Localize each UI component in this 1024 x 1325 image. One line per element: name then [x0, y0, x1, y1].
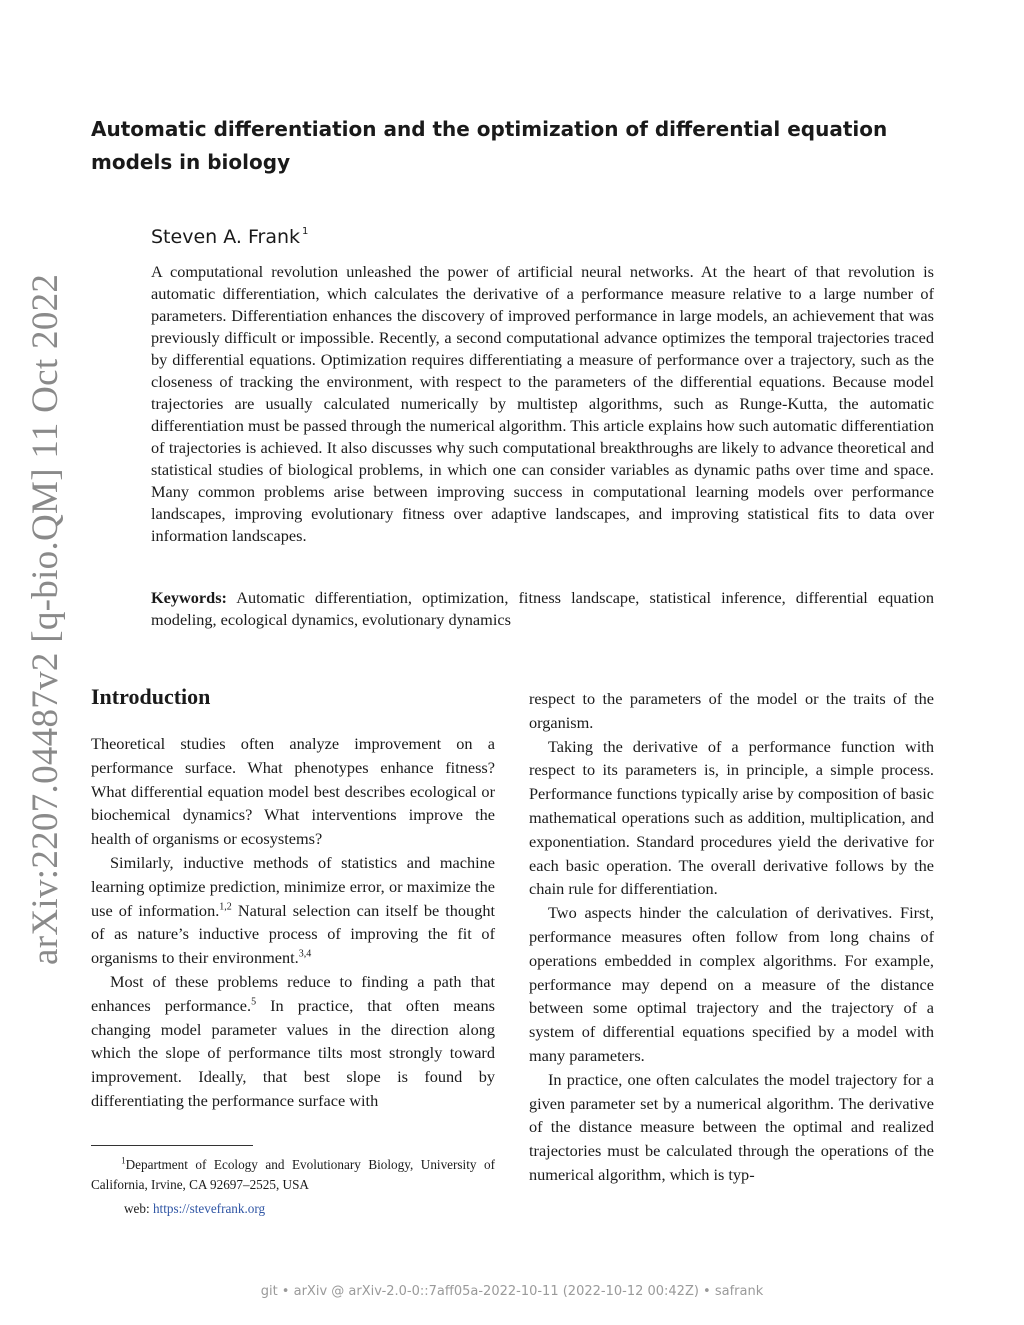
footnote-web — [124, 1199, 265, 1219]
paragraph-text: Similarly, inductive methods of statistics and machine learning optimize prediction, minimize error, or maximize the use of information. — [91, 852, 495, 920]
paragraph: Two aspects hinder the calculation of derivatives. First, performance measures often follow from long chains of operations embedded in complex algorithms. For example, performance may depend on a measure of the distance between some optimal trajectory and the trajectory of a system of differential equations specified by a model with many parameters. — [529, 903, 934, 1065]
keywords-label: Keywords: — [151, 588, 227, 607]
web-label: web: — [124, 1201, 150, 1216]
website-link[interactable]: https://stevefrank.org — [152, 1201, 266, 1216]
author-line — [151, 218, 308, 251]
paragraph-text: In practice, that often means changing model parameter values in the direction along which the slope of performance tilts most strongly toward improvement. Ideally, that best slope is found by differentiating the performance surface with — [91, 995, 495, 1110]
footnote-affiliation — [91, 1155, 495, 1195]
citation-ref: 5 — [251, 996, 257, 1008]
citation-ref: 3,4 — [298, 948, 312, 960]
author-affiliation-mark: 1 — [302, 226, 309, 237]
footnote-text: Department of Ecology and Evolutionary Biology, University of California, Irvine, CA 92697–2525, USA — [91, 1157, 495, 1192]
paragraph-text: Natural selection can itself be thought of as nature’s inductive process of improving the fit of organisms to their environment. — [91, 900, 496, 968]
keywords-list: Automatic differentiation, optimization, fitness landscape, statistical inference, differential equation modeling, ecological dynamics, evolutionary dynamics — [151, 588, 935, 629]
author-name: Steven A. Frank — [151, 226, 301, 248]
keywords — [151, 587, 934, 631]
paragraph: In practice, one often calculates the model trajectory for a given parameter set by a numerical algorithm. The derivative of the distance measure between the optimal and realized trajectories must be calculated through the operations of the numerical algorithm, which is typ- — [529, 1069, 934, 1184]
arxiv-identifier-stamp: arXiv:2207.04487v2 [q-bio.QM] 11 Oct 2022 — [25, 273, 66, 965]
paragraph-text: Most of these problems reduce to finding a path that enhances performance. — [91, 971, 495, 1015]
paragraph: Theoretical studies often analyze improvement on a performance surface. What phenotypes enhance fitness? What differential equation model best describes ecological or biochemical dynamics? What interventions improve the health of organisms or ecosystems? — [91, 734, 495, 849]
citation-ref: 1,2 — [219, 901, 232, 913]
footnote-mark: 1 — [121, 1155, 126, 1166]
paper-title: Automatic differentiation and the optimization of differential equation models in biology — [91, 117, 888, 174]
build-info-footer: git • arXiv @ arXiv-2.0-0::7aff05a-2022-10-11 (2022-10-12 00:42Z) • safrank — [260, 1284, 764, 1299]
paragraph: respect to the parameters of the model or the traits of the organism. — [529, 689, 934, 732]
left-column — [91, 732, 495, 1113]
right-column — [529, 687, 934, 1187]
section-heading-introduction: Introduction — [91, 684, 211, 709]
footnote-rule — [91, 1145, 253, 1146]
abstract: A computational revolution unleashed the power of artificial neural networks. At the heart of that revolution is automatic differentiation, which calculates the derivative of a performance measure relative to a large number of parameters. Differentiation enhances the discovery of improved performance in large models, an achievement that was previously difficult or impossible. Recently, a second computational advance optimizes the temporal trajectories traced by differential equations. Optimization requires differentiating a measure of performance over a trajectory, such as the closeness of tracking the environment, with respect to the parameters of the differential equations. Because model trajectories are usually calculated numerically by multistep algorithms, such as Runge-Kutta, the automatic differentiation must be passed through the numerical algorithm. This article explains how such automatic differentiation of trajectories is achieved. It also discusses why such computational breakthroughs are likely to advance theoretical and statistical studies of biological problems, in which one can consider variables as dynamic paths over time and space. Many common problems arise between improving success in computational learning models over performance landscapes, improving evolutionary fitness over adaptive landscapes, and improving statistical fits to data over information landscapes. — [151, 262, 934, 545]
paragraph: Taking the derivative of a performance function with respect to its parameters is, in principle, a simple process. Performance functions typically arise by composition of basic mathematical operations such as addition, multiplication, and exponentiation. Standard procedures yield the derivative for each basic operation. The overall derivative follows by the chain rule for differentiation. — [529, 736, 934, 899]
paragraph — [91, 970, 495, 1113]
paragraph — [91, 851, 495, 970]
